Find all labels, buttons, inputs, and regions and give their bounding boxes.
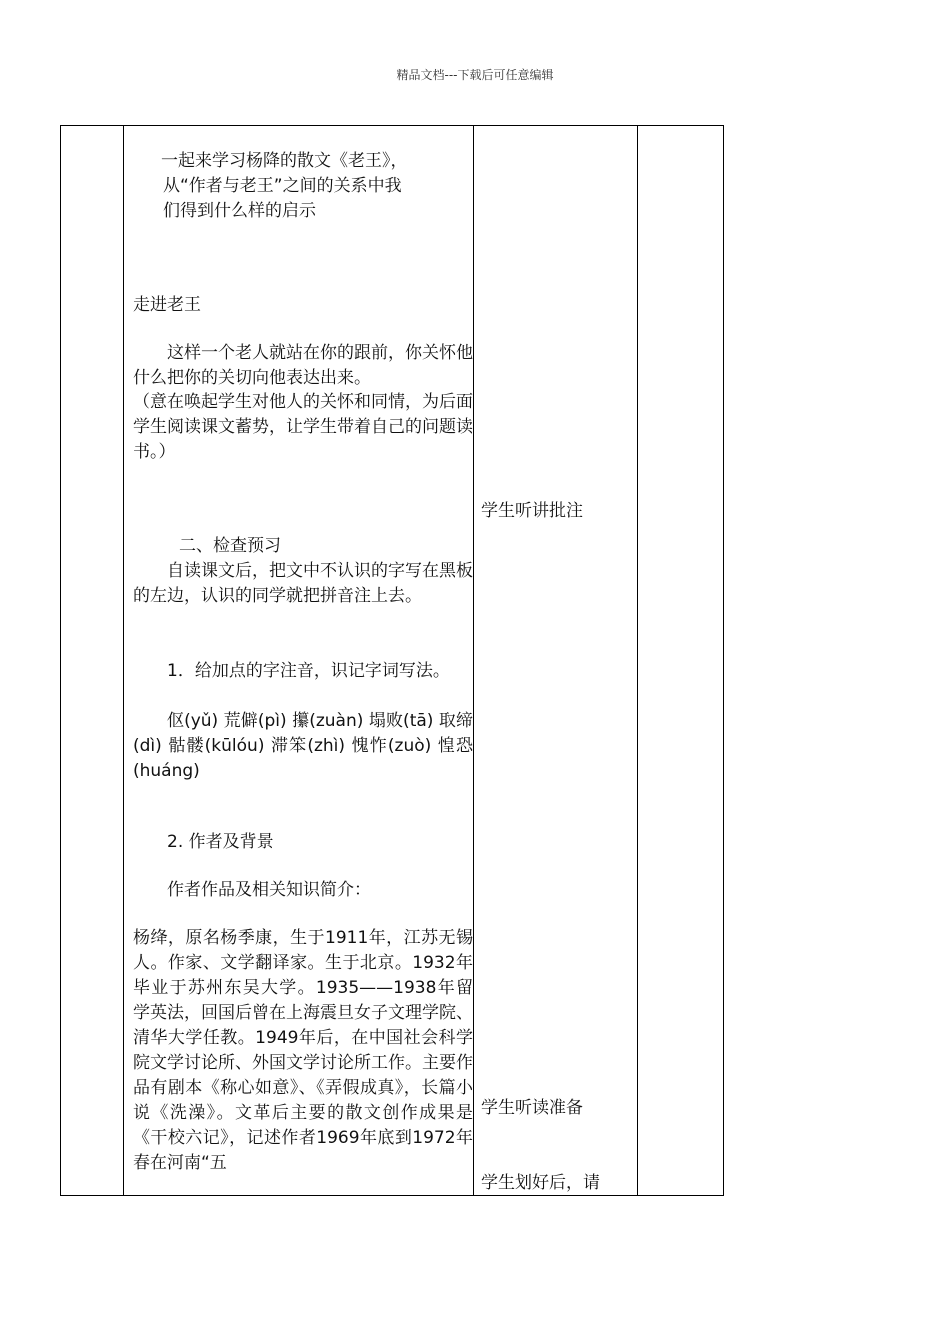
item2-intro: 作者作品及相关知识简介： — [167, 880, 371, 900]
walk-in-note: （意在唤起学生对他人的关怀和同情，为后面学生阅读课文蓄势，让学生带着自己的问题读书。） — [133, 392, 473, 462]
intro-line: 一起来学习杨降的散文《老王》， — [161, 151, 408, 171]
walk-in-paragraph: 这样一个老人就站在你的跟前，你关怀他什么把你的关切向他表达出来。 — [133, 343, 473, 388]
intro-line: 们得到什么样的启示 — [163, 201, 316, 221]
item2-title: 2. 作者及背景 — [167, 832, 274, 852]
section-paragraph: 自读课文后，把文中不认识的字写在黑板的左边，认识的同学就把拼音注上去。 — [133, 561, 473, 606]
page-header: 精品文档---下载后可任意编辑 — [396, 68, 554, 82]
lesson-table — [60, 125, 724, 1196]
section-title: 二、检查预习 — [179, 536, 281, 556]
content-column — [133, 126, 473, 1195]
column-divider — [123, 126, 124, 1195]
intro-line: 从“作者与老王”之间的关系中我 — [163, 176, 402, 196]
column-divider — [473, 126, 474, 1195]
activity-text: 学生听讲批注 — [481, 501, 583, 521]
activity-text: 学生划好后，请 — [481, 1173, 600, 1193]
activity-text: 学生听读准备 — [481, 1098, 583, 1118]
item1-title: 1．给加点的字注音，识记字词写法。 — [167, 661, 450, 681]
author-bio: 杨绛，原名杨季康，生于1911年，江苏无锡人。作家、文学翻译家。生于北京。1932年毕业于苏州东吴大学。1935——1938年留学英法，回国后曾在上海震旦女子文理学院、清华大学任教。1949年后，在中国社会科学院文学讨论所、外国文学讨论所工作。主要作品有剧本《称心如意》、《弄假成真》，长篇小说《洗澡》。文革后主要的散文创作成果是《干校六记》，记述作者1969年底到1972年春在河南“五 — [133, 928, 473, 1173]
intro-text — [161, 149, 471, 224]
walk-in-title: 走进老王 — [133, 295, 201, 315]
activity-column — [481, 126, 631, 1195]
pinyin-words: 伛(yǔ) 荒僻(pì) 攥(zuàn) 塌败(tā) 取缔(dì) 骷髅(kūlóu) 滞笨(zhì) 愧怍(zuò) 惶恐(huáng) — [133, 711, 473, 781]
column-divider — [637, 126, 638, 1195]
